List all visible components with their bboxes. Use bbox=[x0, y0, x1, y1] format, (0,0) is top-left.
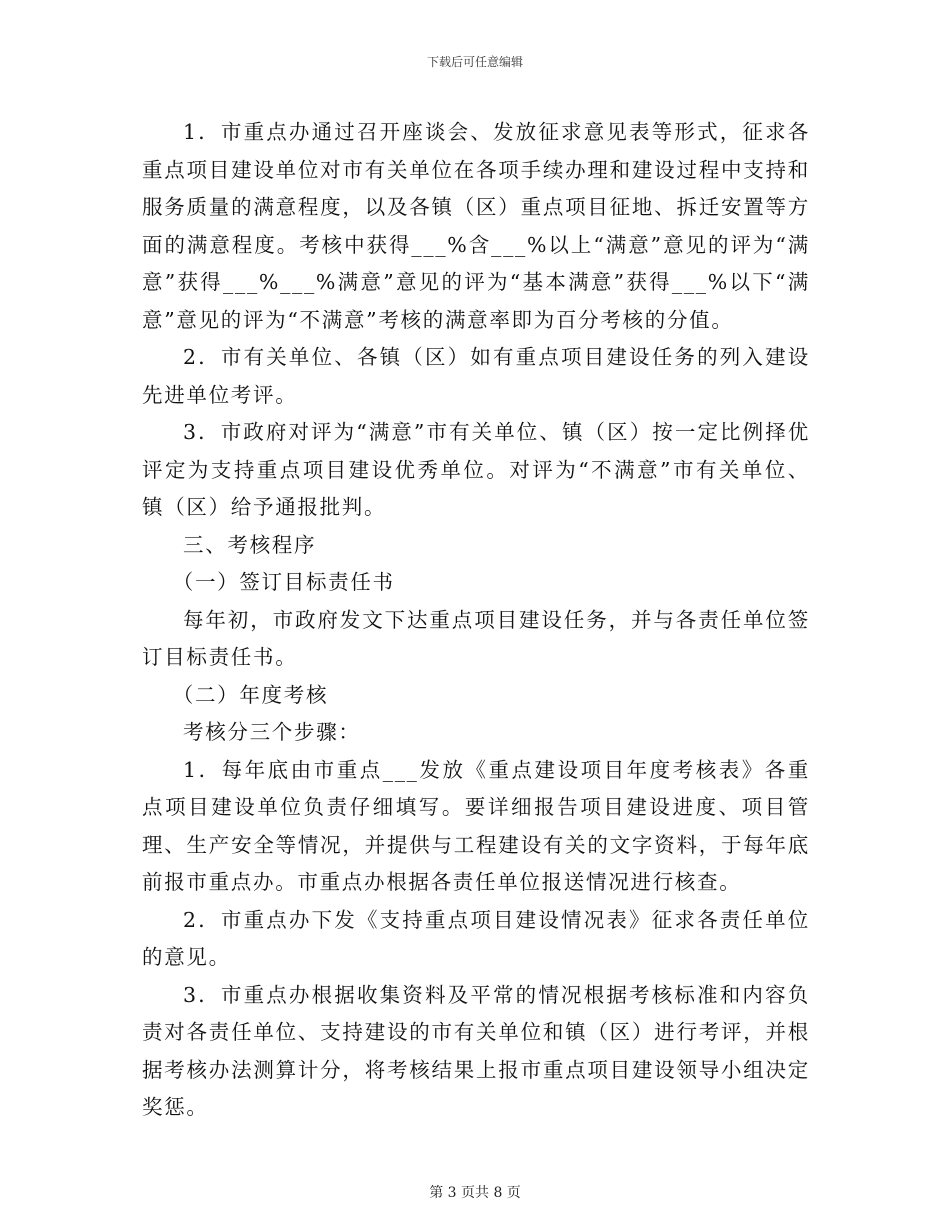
paragraph-assessment-steps-intro: 考核分三个步骤： bbox=[183, 720, 361, 744]
subsection-heading-target-responsibility: （一）签订目标责任书 bbox=[172, 570, 395, 594]
paragraph-advanced-unit-evaluation: 2．市有关单位、各镇（区）如有重点项目建设任务的列入建设先进单位考评。 bbox=[142, 345, 810, 407]
paragraph-step-two: 2．市重点办下发《支持重点项目建设情况表》征求各责任单位的意见。 bbox=[142, 907, 810, 969]
page-number: 第 3 页共 8 页 bbox=[429, 1185, 521, 1201]
section-heading-assessment-procedure: 三、考核程序 bbox=[183, 532, 317, 557]
page-header: 下载后可任意编辑 bbox=[426, 55, 523, 69]
paragraph-step-one: 1．每年底由市重点___发放《重点建设项目年度考核表》各重点项目建设单位负责仔细填写。要详细报告项目建设进度、项目管理、生产安全等情况，并提供与工程建设有关的文字资料，于每年底前报市重点办。市重点办根据各责任单位报送情况进行核查。 bbox=[142, 757, 810, 894]
paragraph-satisfaction-survey: 1．市重点办通过召开座谈会、发放征求意见表等形式，征求各重点项目建设单位对市有关单位在各项手续办理和建设过程中支持和服务质量的满意程度，以及各镇（区）重点项目征地、拆迁安置等方面的满意程度。考核中获得___%含___%以上“满意”意见的评为“满意”获得___%___%满意”意见的评为“基本满意”获得___%以下“满意”意见的评为“不满意”考核的满意率即为百分考核的分值。 bbox=[142, 120, 810, 332]
paragraph-excellent-unit-selection: 3．市政府对评为“满意”市有关单位、镇（区）按一定比例择优评定为支持重点项目建设优秀单位。对评为“不满意”市有关单位、镇（区）给予通报批判。 bbox=[142, 420, 810, 519]
paragraph-annual-task-assignment: 每年初，市政府发文下达重点项目建设任务，并与各责任单位签订目标责任书。 bbox=[142, 607, 810, 669]
document-body bbox=[142, 114, 810, 1127]
paragraph-step-three: 3．市重点办根据收集资料及平常的情况根据考核标准和内容负责对各责任单位、支持建设的市有关单位和镇（区）进行考评，并根据考核办法测算计分，将考核结果上报市重点项目建设领导小组决定奖惩。 bbox=[142, 982, 810, 1119]
subsection-heading-annual-assessment: （二）年度考核 bbox=[172, 682, 329, 707]
